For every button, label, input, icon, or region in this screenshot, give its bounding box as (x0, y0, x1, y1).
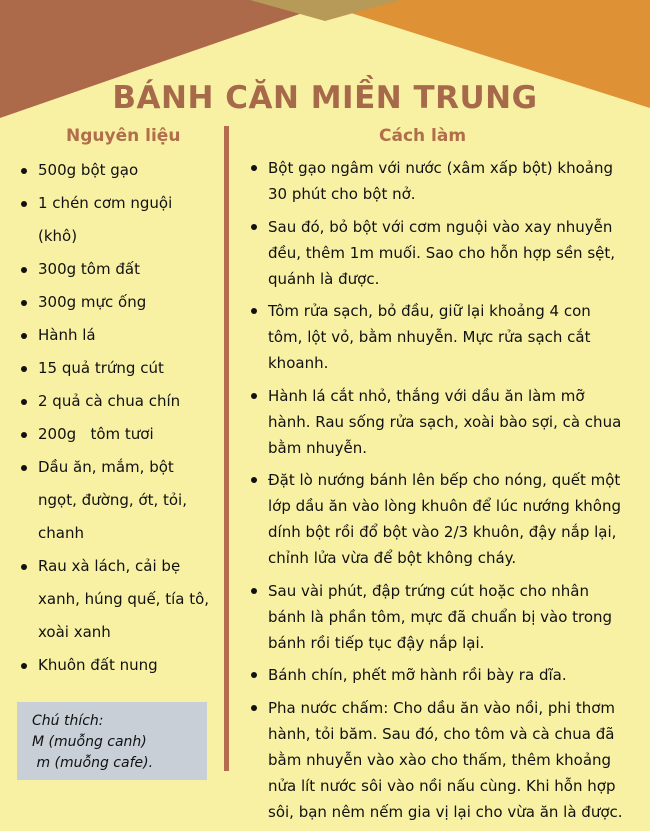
list-item: 300g mực ống (38, 286, 210, 319)
list-item: Sau vài phút, đập trứng cút hoặc cho nhân bánh là phần tôm, mực đã chuẩn bị vào trong bánh rồi tiếp tục đậy nắp lại. (268, 578, 628, 656)
list-item: Rau xà lách, cải bẹ xanh, húng quế, tía tô, xoài xanh (38, 550, 210, 649)
ingredients-list (38, 154, 210, 682)
steps-heading: Cách làm (379, 126, 467, 146)
list-item: 300g tôm đất (38, 253, 210, 286)
page-title: BÁNH CĂN MIỀN TRUNG (112, 80, 538, 116)
list-item: Bột gạo ngâm với nước (xâm xấp bột) khoảng 30 phút cho bột nở. (268, 155, 628, 207)
note-line: m (muỗng cafe). (32, 755, 154, 771)
column-divider (224, 126, 229, 771)
steps-list (268, 155, 628, 831)
list-item: 200g tôm tươi (38, 418, 210, 451)
list-item: 15 quả trứng cút (38, 352, 210, 385)
list-item: Pha nước chấm: Cho dầu ăn vào nồi, phi thơm hành, tỏi băm. Sau đó, cho tôm và cà chua đã bằm nhuyễn vào xào cho thấm, thêm khoảng nửa lít nước sôi vào nồi nấu cùng. Khi hỗn hợp sôi, bạn nêm nếm gia vị lại cho vừa ăn là được. (268, 695, 628, 825)
list-item: 1 chén cơm nguội (khô) (38, 187, 210, 253)
list-item: 2 quả cà chua chín (38, 385, 210, 418)
list-item: Khuôn đất nung (38, 649, 210, 682)
list-item: Hành lá cắt nhỏ, thắng với dầu ăn làm mỡ hành. Rau sống rửa sạch, xoài bào sợi, cà chua bằm nhuyễn. (268, 383, 628, 461)
ingredients-heading: Nguyên liệu (66, 126, 181, 146)
note-box (17, 702, 207, 780)
list-item: 500g bột gạo (38, 154, 210, 187)
list-item: Tôm rửa sạch, bỏ đầu, giữ lại khoảng 4 con tôm, lột vỏ, bằm nhuyễn. Mực rửa sạch cắt khoanh. (268, 298, 628, 376)
list-item: Sau đó, bỏ bột với cơm nguội vào xay nhuyễn đều, thêm 1m muối. Sao cho hỗn hợp sền sệt, quánh là được. (268, 214, 628, 292)
list-item: Dầu ăn, mắm, bột ngọt, đường, ớt, tỏi, chanh (38, 451, 210, 550)
list-item: Bánh chín, phết mỡ hành rồi bày ra dĩa. (268, 662, 628, 688)
list-item: Đặt lò nướng bánh lên bếp cho nóng, quết một lớp dầu ăn vào lòng khuôn để lúc nướng không dính bột rồi đổ bột vào 2/3 khuôn, đậy nắp lại, chỉnh lửa vừa để bột không cháy. (268, 467, 628, 571)
note-line: M (muỗng canh) (32, 734, 147, 750)
note-label: Chú thích: (32, 713, 104, 729)
list-item: Hành lá (38, 319, 210, 352)
